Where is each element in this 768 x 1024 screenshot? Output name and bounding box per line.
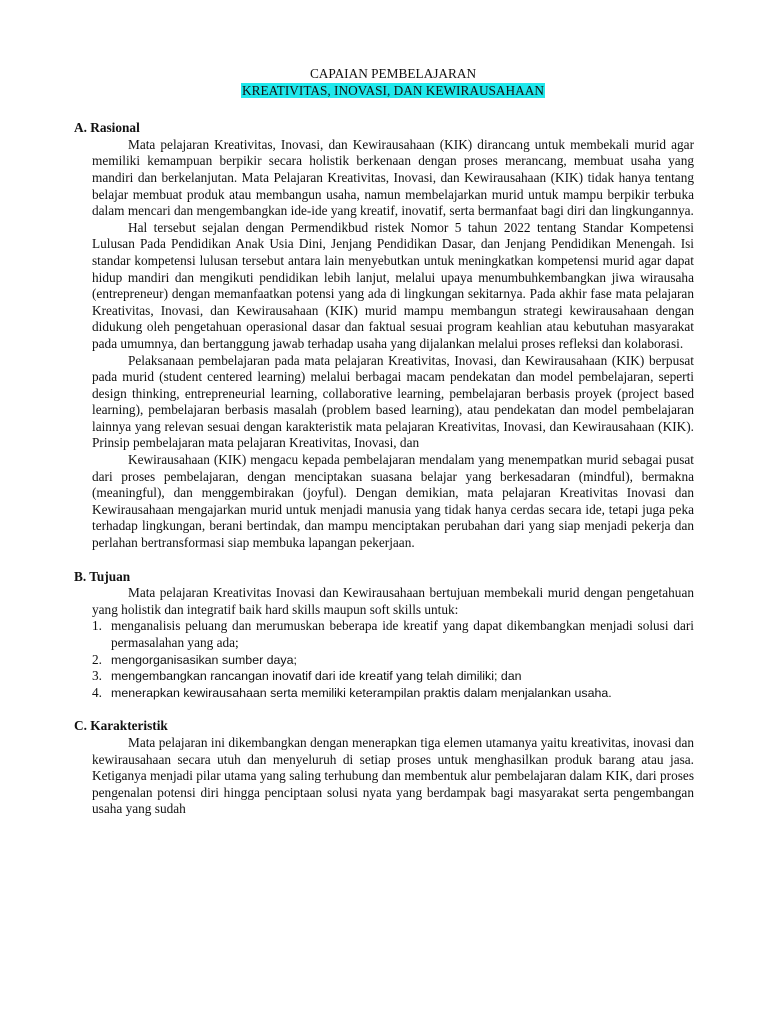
- list-item: [92, 618, 694, 651]
- list-item-text: mengorganisasikan sumber daya;: [111, 652, 297, 667]
- list-item-text: menganalisis peluang dan merumuskan beberapa ide kreatif yang dapat dikembangkan menjadi solusi dari permasalahan yang ada;: [111, 618, 694, 650]
- list-item-number: 2.: [92, 651, 102, 667]
- section-heading-karakteristik: C. Karakteristik: [74, 718, 168, 734]
- list-item: [92, 685, 694, 702]
- list-item-text: menerapkan kewirausahaan serta memiliki keterampilan praktis dalam menjalankan usaha.: [111, 685, 612, 700]
- karakteristik-paragraph: Mata pelajaran ini dikembangkan dengan menerapkan tiga elemen utamanya yaitu kreativitas, inovasi dan kewirausahaan secara utuh dan menyeluruh di setiap proses untuk menghasilkan produk barang atau jasa. Ketiganya menjadi pilar utama yang saling terhubung dan membentuk alur pembelajaran dalam KIK, dari proses pengenalan potensi diri hingga penciptaan solusi nyata yang berdampak bagi masyarakat serta pengembangan usaha yang sudah: [92, 734, 694, 817]
- tujuan-list: [92, 618, 694, 701]
- list-item-number: 3.: [92, 668, 102, 684]
- rasional-paragraph-3: Pelaksanaan pembelajaran pada mata pelajaran Kreativitas, Inovasi, dan Kewirausahaan (KIK) berpusat pada murid (student centered learning) melalui berbagai macam pendekatan dan model pembelajaran, seperti design thinking, entrepreneurial learning, collaborative learning, pembelajaran berbasis proyek (project based learning), pembelajaran berbasis masalah (problem based learning), atau pendekatan dan model pembelajaran lainnya yang relevan sesuai dengan karakteristik mata pelajaran Kreativitas, Inovasi, dan Kewirausahaan (KIK). Prinsip pembelajaran mata pelajaran Kreativitas, Inovasi, dan: [92, 352, 694, 451]
- document-subtitle-highlighted: KREATIVITAS, INOVASI, DAN KEWIRAUSAHAAN: [242, 82, 544, 98]
- section-heading-tujuan: B. Tujuan: [74, 568, 131, 584]
- document-title: CAPAIAN PEMBELAJARAN: [309, 66, 477, 81]
- document-title-block: [92, 66, 694, 99]
- section-heading-rasional: A. Rasional: [74, 120, 140, 136]
- list-item: [92, 652, 694, 669]
- document-page: [74, 66, 694, 818]
- list-item-number: 1.: [92, 618, 102, 634]
- rasional-paragraph-4: Kewirausahaan (KIK) mengacu kepada pembelajaran mendalam yang menempatkan murid sebagai pusat dari proses pembelajaran, dengan menciptakan suasana belajar yang berkesadaran (mindful), bermakna (meaningful), dan menggembirakan (joyful). Dengan demikian, mata pelajaran Kreativitas Inovasi dan Kewirausahaan mengajarkan murid untuk menjadi manusia yang tidak hanya cerdas secara ide, tetapi juga peka terhadap lingkungan, berani bertindak, dan mampu menciptakan perubahan dari yang siap menjadi pekerja dan perlahan bertransformasi siap membuka lapangan pekerjaan.: [92, 452, 694, 551]
- section-spacer: [92, 552, 694, 569]
- tujuan-intro-paragraph: Mata pelajaran Kreativitas Inovasi dan Kewirausahaan bertujuan membekali murid dengan pengetahuan yang holistik dan integratif baik hard skills maupun soft skills untuk:: [92, 585, 694, 617]
- list-item-number: 4.: [92, 684, 102, 700]
- list-item-text: mengembangkan rancangan inovatif dari ide kreatif yang telah dimiliki; dan: [111, 669, 522, 684]
- rasional-paragraph-2: Hal tersebut sejalan dengan Permendikbud ristek Nomor 5 tahun 2022 tentang Standar Kompetensi Lulusan Pada Pendidikan Anak Usia Dini, Jenjang Pendidikan Dasar, dan Jenjang Pendidikan Menengah. Isi standar kompetensi lulusan tersebut antara lain menyebutkan untuk meningkatkan kompetensi murid agar dapat hidup mandiri dan mengikuti pendidikan lebih lanjut, melalui upaya menumbuhkembangkan jiwa wirausaha (entrepreneur) dengan memanfaatkan potensi yang ada di lingkungan sekitarnya. Pada akhir fase mata pelajaran Kreativitas, Inovasi, dan Kewirausahaan (KIK) murid mampu membangun strategi kewirausahaan dengan didukung oleh pengetahuan operasional dasar dan faktual sesuai program keahlian atau kebutuhan masyarakat pada umumnya, dan bertanggung jawab terhadap usaha yang dijalankan melalui proses refleksi dan kolaborasi.: [92, 219, 694, 351]
- list-item: [92, 668, 694, 685]
- rasional-paragraph-1: Mata pelajaran Kreativitas, Inovasi, dan Kewirausahaan (KIK) dirancang untuk membekali murid agar memiliki kemampuan berpikir secara holistik berkenaan dengan proses merancang, membuat usaha yang mandiri dan berkelanjutan. Mata Pelajaran Kreativitas, Inovasi, dan Kewirausahaan (KIK) tidak hanya tentang belajar membuat produk atau membangun usaha, namun membelajarkan murid untuk mampu berpikir terbuka dalam mencari dan mengembangkan ide-ide yang kreatif, inovatif, serta bermanfaat bagi diri dan lingkungannya.: [92, 136, 694, 219]
- section-spacer: [92, 701, 694, 718]
